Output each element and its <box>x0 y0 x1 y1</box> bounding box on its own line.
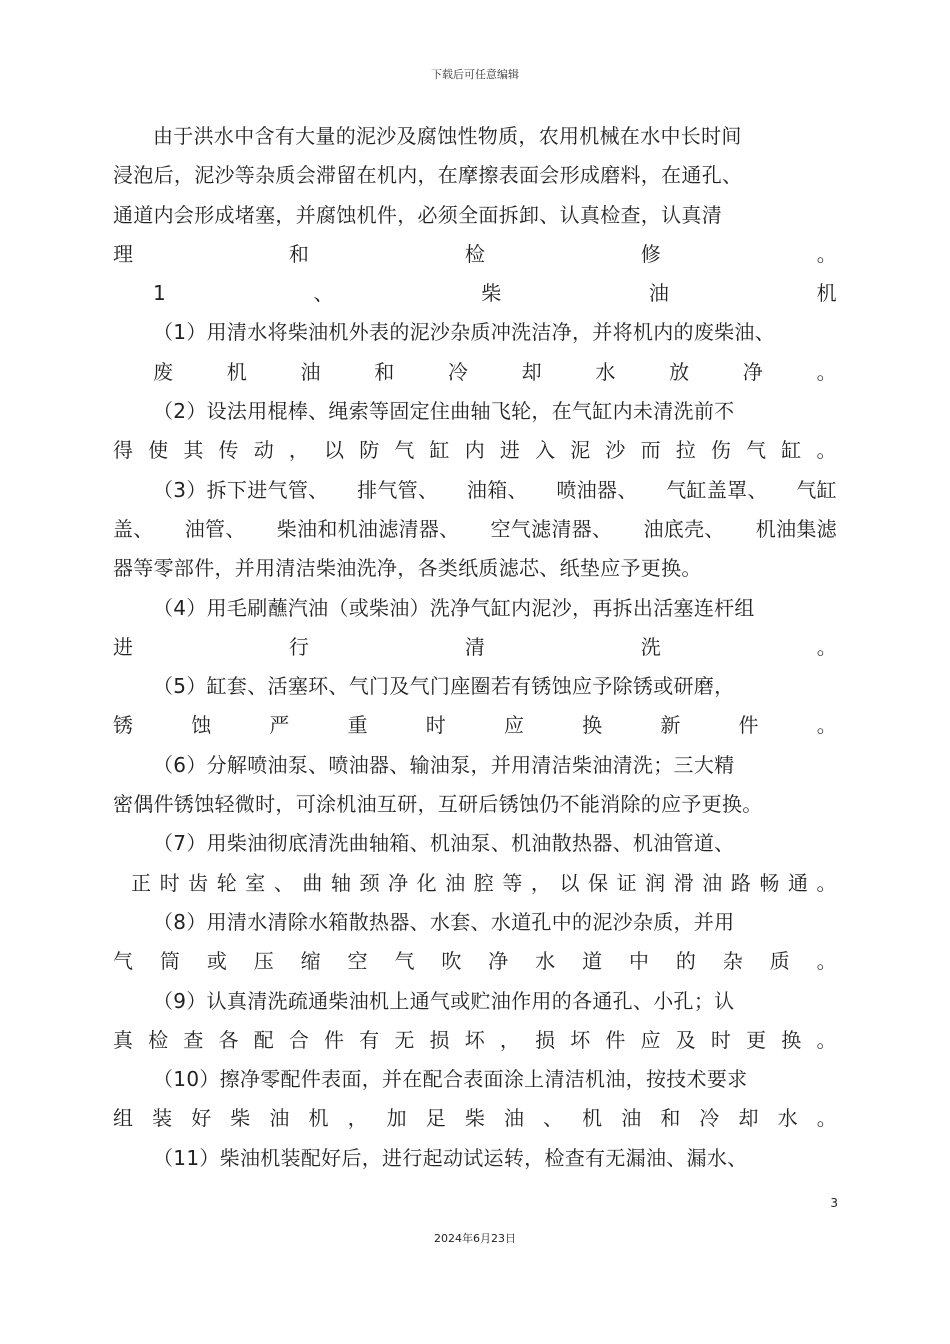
text-segment: 机油集滤 <box>755 516 837 541</box>
text-segment: 动 <box>253 438 274 463</box>
text-segment: 坏 <box>570 1027 591 1052</box>
text-segment: 真 <box>113 1027 134 1052</box>
text-segment: 冷 <box>699 1106 720 1131</box>
text-segment: 新 <box>660 713 681 738</box>
text-segment: 损 <box>535 1027 556 1052</box>
text-segment: 道 <box>582 949 603 974</box>
text-segment: 气 <box>394 949 415 974</box>
text-segment: 柴 <box>481 281 502 306</box>
paragraph-line <box>113 706 837 745</box>
text-segment: 换 <box>582 713 603 738</box>
paragraph-line: （8）用清水清除水箱散热器、水套、水道孔中的泥沙杂质，并用 <box>153 909 735 934</box>
text-segment: 空气滤清器、 <box>490 516 613 541</box>
text-segment: 、 <box>273 870 295 895</box>
text-segment: 油 <box>702 870 723 895</box>
text-segment: 件 <box>738 713 759 738</box>
text-segment: 油 <box>445 870 466 895</box>
text-segment: 齿 <box>188 870 209 895</box>
section-heading <box>113 274 837 313</box>
text-segment: 进 <box>113 634 134 659</box>
text-segment: 有 <box>359 1027 380 1052</box>
text-segment: 柴油和机油滤清器、 <box>276 516 460 541</box>
text-segment: 筒 <box>159 949 181 974</box>
text-segment: 喷油器、 <box>556 477 638 502</box>
text-segment: 。 <box>816 1106 837 1131</box>
text-segment: 油底壳、 <box>643 516 725 541</box>
text-segment: 沙 <box>605 438 626 463</box>
text-segment: 油 <box>648 281 670 306</box>
text-segment: 入 <box>535 438 556 463</box>
text-segment: 保 <box>588 870 609 895</box>
text-segment: 柴 <box>230 1106 251 1131</box>
text-segment: ， <box>288 438 310 463</box>
paragraph-line <box>113 235 837 274</box>
text-segment: 正 <box>131 870 152 895</box>
paragraph-line <box>113 942 837 981</box>
text-segment: 。 <box>816 634 837 659</box>
text-segment: 净 <box>742 359 764 384</box>
text-segment: 进 <box>499 438 521 463</box>
text-segment: 畅 <box>759 870 780 895</box>
text-segment: 水 <box>777 1106 798 1131</box>
text-segment: 压 <box>253 949 275 974</box>
text-segment: 更 <box>746 1027 767 1052</box>
paragraph-line <box>113 1021 837 1060</box>
text-segment: 损 <box>429 1027 450 1052</box>
text-segment: 无 <box>394 1027 415 1052</box>
text-segment: 严 <box>269 713 290 738</box>
text-segment: 吹 <box>441 949 462 974</box>
paragraph-line: （11）柴油机装配好后，进行起动试运转，检查有无漏油、漏水、 <box>153 1145 748 1170</box>
text-segment: ， <box>530 870 552 895</box>
document-body <box>113 117 837 1178</box>
text-segment: 和 <box>288 241 310 266</box>
paragraph-line <box>113 510 837 549</box>
text-segment: 配 <box>253 1027 274 1052</box>
text-segment: 泥 <box>570 438 591 463</box>
text-segment: 和 <box>374 359 395 384</box>
text-segment: 放 <box>669 359 690 384</box>
text-segment: 修 <box>640 241 662 266</box>
paragraph-line <box>113 864 837 903</box>
paragraph-line: 由于洪水中含有大量的泥沙及腐蚀性物质，农用机械在水中长时间 <box>153 124 742 148</box>
paragraph-line <box>113 471 837 510</box>
text-segment: 油 <box>503 1106 525 1131</box>
text-segment: 室 <box>245 870 266 895</box>
text-segment: 腔 <box>473 870 495 895</box>
text-segment: 缸 <box>429 438 450 463</box>
text-segment: ， <box>499 1027 521 1052</box>
text-segment: 油箱、 <box>466 477 528 502</box>
text-segment: 检 <box>148 1027 169 1052</box>
text-segment: 锈 <box>113 713 134 738</box>
text-segment: 1 <box>153 281 167 306</box>
text-segment: 。 <box>816 359 837 384</box>
text-segment: 以 <box>559 870 580 895</box>
text-segment: 曲 <box>302 870 323 895</box>
paragraph-line: （1）用清水将柴油机外表的泥沙杂质冲洗洁净，并将机内的废柴油、 <box>153 320 776 345</box>
text-segment: 好 <box>191 1106 212 1131</box>
paragraph-line: 器等零部件，并用清洁柴油洗净，各类纸质滤芯、纸垫应予更换。 <box>113 556 702 581</box>
text-segment: 检 <box>464 241 486 266</box>
text-segment: 化 <box>416 870 437 895</box>
text-segment: 中 <box>628 949 650 974</box>
text-segment: 应 <box>503 713 525 738</box>
text-segment: 、 <box>543 1106 564 1131</box>
text-segment: 行 <box>288 634 310 659</box>
page-number: 3 <box>830 1196 838 1210</box>
paragraph-line: （2）设法用棍棒、绳索等固定住曲轴飞轮，在气缸内未清洗前不 <box>153 399 735 424</box>
text-segment: 防 <box>359 438 380 463</box>
text-segment: 盖、 <box>113 516 154 541</box>
text-segment: 而 <box>640 438 661 463</box>
text-segment: 使 <box>148 438 169 463</box>
text-segment: 气 <box>394 438 415 463</box>
text-segment: 得 <box>113 438 134 463</box>
text-segment: 。 <box>816 1027 837 1052</box>
text-segment: 。 <box>816 870 837 895</box>
text-segment: （3）拆下进气管、 <box>153 477 329 502</box>
text-segment: 机 <box>308 1106 329 1131</box>
text-segment: 水 <box>535 949 556 974</box>
paragraph-line: （9）认真清洗疏通柴油机上通气或贮油作用的各通孔、小孔；认 <box>153 988 735 1013</box>
text-segment: 气 <box>746 438 767 463</box>
text-segment: 的 <box>675 949 697 974</box>
text-segment: 内 <box>464 438 486 463</box>
text-segment: 却 <box>521 359 542 384</box>
text-segment: 伤 <box>710 438 732 463</box>
text-segment: 等 <box>502 870 523 895</box>
text-segment: 油 <box>269 1106 290 1131</box>
text-segment: 查 <box>183 1027 204 1052</box>
text-segment: 时 <box>159 870 180 895</box>
text-segment: 重 <box>347 713 368 738</box>
text-segment: 杂 <box>722 949 744 974</box>
text-segment: 和 <box>660 1106 681 1131</box>
text-segment: 应 <box>640 1027 661 1052</box>
text-segment: 油管、 <box>184 516 246 541</box>
text-segment: 。 <box>816 241 837 266</box>
text-segment: 柴 <box>464 1106 486 1131</box>
text-segment: 净 <box>388 870 409 895</box>
paragraph-line: （10）擦净零配件表面，并在配合表面涂上清洁机油，按技术要求 <box>153 1067 748 1092</box>
text-segment: 机 <box>816 281 837 306</box>
text-segment: 或 <box>206 949 228 974</box>
text-segment: 通 <box>787 870 809 895</box>
text-segment: 气 <box>113 949 134 974</box>
text-segment: 废 <box>153 359 174 384</box>
text-segment: 拉 <box>675 438 697 463</box>
text-segment: 空 <box>347 949 368 974</box>
text-segment: 证 <box>616 870 637 895</box>
text-segment: 加 <box>386 1106 407 1131</box>
text-segment: 气缸盖罩、 <box>666 477 768 502</box>
text-segment: 排气管、 <box>357 477 439 502</box>
text-segment: 件 <box>605 1027 626 1052</box>
text-segment: 时 <box>710 1027 732 1052</box>
paragraph-line <box>113 628 837 667</box>
text-segment: 洗 <box>640 634 662 659</box>
paragraph-line: （4）用毛刷蘸汽油（或柴油）洗净气缸内泥沙，再拆出活塞连杆组 <box>153 595 755 620</box>
text-segment: 油 <box>621 1106 642 1131</box>
text-segment: 组 <box>113 1106 134 1131</box>
text-segment: 轮 <box>216 870 237 895</box>
paragraph-line <box>113 431 837 470</box>
text-segment: 其 <box>183 438 204 463</box>
page-header: 下载后可任意编辑 <box>431 68 519 81</box>
text-segment: 滑 <box>673 870 694 895</box>
paragraph-line <box>113 353 837 392</box>
text-segment: 润 <box>645 870 666 895</box>
text-segment: 。 <box>816 713 837 738</box>
text-segment: 、 <box>313 281 334 306</box>
text-segment: 质 <box>769 949 790 974</box>
text-segment: 气缸 <box>796 477 837 502</box>
text-segment: 机 <box>582 1106 603 1131</box>
text-segment: 却 <box>738 1106 759 1131</box>
paragraph-line: （5）缸套、活塞环、气门及气门座圈若有锈蚀应予除锈或研磨， <box>153 674 735 699</box>
text-segment: 水 <box>595 359 616 384</box>
paragraph-line: （7）用柴油彻底清洗曲轴箱、机油泵、机油散热器、机油管道、 <box>153 831 735 856</box>
text-segment: 坏 <box>464 1027 486 1052</box>
text-segment: 各 <box>218 1027 239 1052</box>
text-segment: 传 <box>218 438 239 463</box>
text-segment: 清 <box>464 634 486 659</box>
text-segment: 机 <box>226 359 248 384</box>
text-segment: 。 <box>816 438 837 463</box>
text-segment: 缩 <box>300 949 321 974</box>
text-segment: ， <box>347 1106 368 1131</box>
text-segment: 颈 <box>359 870 380 895</box>
paragraph-line: 浸泡后，泥沙等杂质会滞留在机内，在摩擦表面会形成磨料，在通孔、 <box>113 163 743 188</box>
page-footer-date: 2024年6月23日 <box>434 1232 516 1245</box>
text-segment: 换 <box>781 1027 802 1052</box>
text-segment: 足 <box>425 1106 447 1131</box>
text-segment: 净 <box>488 949 509 974</box>
text-segment: 合 <box>288 1027 310 1052</box>
text-segment: 油 <box>300 359 321 384</box>
text-segment: 件 <box>324 1027 345 1052</box>
text-segment: 装 <box>152 1106 173 1131</box>
text-segment: 蚀 <box>191 713 212 738</box>
text-segment: 及 <box>675 1027 697 1052</box>
text-segment: 冷 <box>447 359 469 384</box>
paragraph-line <box>113 1099 837 1138</box>
paragraph-line: （6）分解喷油泵、喷油器、输油泵，并用清洁柴油清洗；三大精 <box>153 752 735 777</box>
text-segment: 。 <box>816 949 837 974</box>
text-segment: 轴 <box>330 870 352 895</box>
text-segment: 缸 <box>781 438 802 463</box>
text-segment: 时 <box>425 713 447 738</box>
text-segment: 以 <box>324 438 345 463</box>
text-segment: 路 <box>730 870 752 895</box>
paragraph-line: 密偶件锈蚀轻微时，可涂机油互研，互研后锈蚀仍不能消除的应予更换。 <box>113 792 763 817</box>
text-segment: 理 <box>113 241 134 266</box>
paragraph-line: 通道内会形成堵塞，并腐蚀机件，必须全面拆卸、认真检查，认真清 <box>113 202 722 227</box>
